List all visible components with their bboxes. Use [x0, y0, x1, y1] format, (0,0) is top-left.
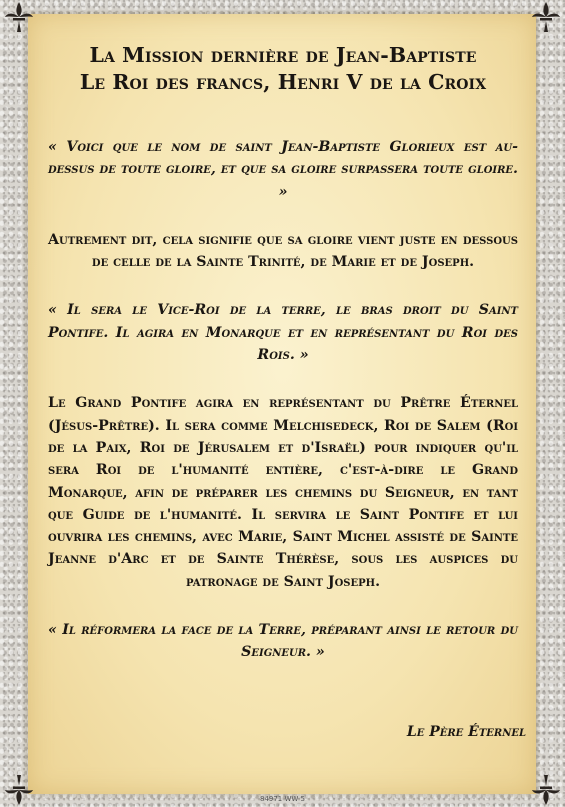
page-title — [48, 42, 518, 96]
quote-paragraph: « Il réformera la face de la Terre, préparant ainsi le retour du Seigneur. » — [48, 622, 518, 661]
quote-paragraph: « Il sera le Vice-Roi de la terre, le bras droit du Saint Pontife. Il agira en Monarque et en représentant du Roi des Rois. » — [48, 302, 518, 364]
title-line-2: Le Roi des francs, Henri V de la Croix — [79, 70, 487, 94]
signature: Le Père Éternel — [406, 724, 526, 740]
quote-paragraph: « Voici que le nom de saint Jean-Baptiste Glorieux est au-dessus de toute gloire, et que sa gloire surpassera toute gloire. » — [48, 139, 518, 200]
fleur-de-lis-corner-icon — [529, 0, 563, 34]
title-line-1: La Mission dernière de Jean-Baptiste — [89, 43, 477, 67]
commentary-paragraph: Le Grand Pontife agira en représentant du Prêtre Éternel (Jésus-Prêtre). Il sera comme Melchisedeck, Roi de Salem (Roi de la Paix, Roi de Jérusalem et d'Israël) pour indiquer qu'il sera Roi de l'humanité entière, c'est-à-dire le Grand Monarque, afin de préparer les chemins du Seigneur, en tant que Guide de l'humanité. Il servira le Saint Pontife et lui ouvrira les chemins, avec Marie, Saint Michel assisté de Sainte Jeanne d'Arc et de Sainte Thérèse, sous les auspices du patronage de Saint Joseph. — [48, 395, 518, 590]
fleur-de-lis-corner-icon — [2, 0, 36, 34]
document-body — [48, 42, 518, 690]
commentary-paragraph: Autrement dit, cela signifie que sa gloire vient juste en dessous de celle de la Sainte Trinité, de Marie et de Joseph. — [48, 231, 518, 271]
footer-code: 84971 WW 5 — [259, 795, 305, 803]
